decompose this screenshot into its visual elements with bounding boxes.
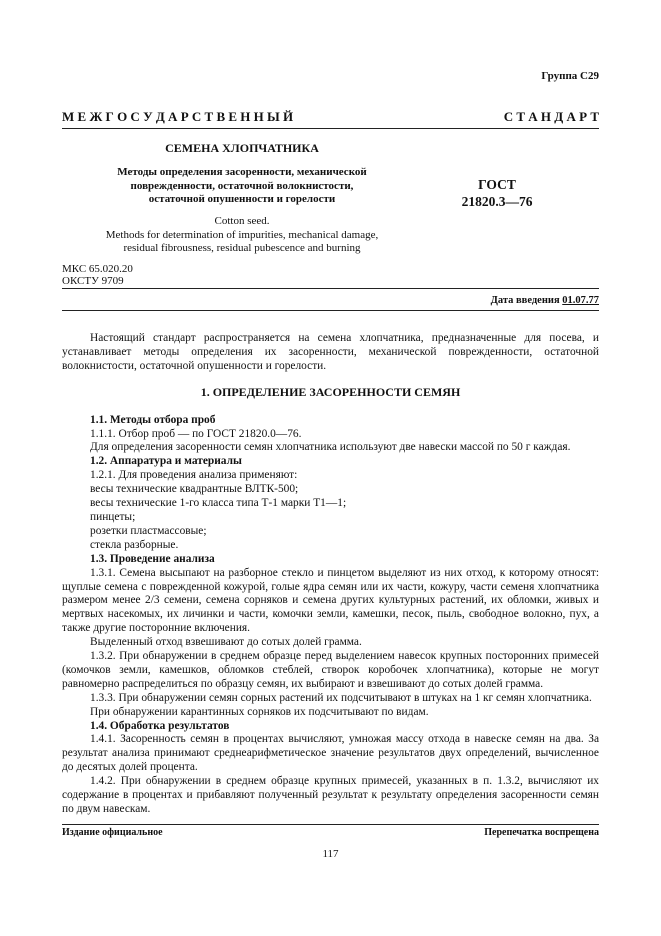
footer xyxy=(62,826,599,840)
gost-designation xyxy=(442,176,552,210)
title-russian xyxy=(72,166,412,207)
subsection-heading: 1.4. Обработка результатов xyxy=(90,719,230,732)
intro-paragraph: Настоящий стандарт распространяется на семена хлопчатника, предназначенные для посева, и устанавливает методы определения их засоренности, механической поврежденности, остаточной волокнистости, остаточной опушенности и горелости. xyxy=(62,332,599,372)
introduction-date xyxy=(491,294,599,308)
page-number: 117 xyxy=(322,848,339,860)
gost-label: ГОСТ xyxy=(478,177,516,192)
paragraph: 1.4.2. При обнаружении в среднем образце крупных примесей, указанных в п. 1.3.2, вычисляют их содержание в процентах и прибавляют полученный результат к результату определения засоренности семян по двум навескам. xyxy=(62,775,599,815)
footer-rule xyxy=(62,824,599,825)
title-english xyxy=(72,215,412,256)
reprint-prohibited-label: Перепечатка воспрещена xyxy=(484,827,599,838)
title-ru-line: остаточной опушенности и горелости xyxy=(148,193,336,205)
title-en-line: residual fibrousness, residual pubescence and burning xyxy=(123,242,361,254)
classification-codes xyxy=(62,263,133,287)
standard-banner xyxy=(62,109,599,125)
equipment-item: весы технические квадрантные ВЛТК-500; xyxy=(90,483,299,496)
banner-rule xyxy=(62,128,599,129)
document-body xyxy=(62,332,599,817)
title-en-line: Methods for determination of impurities, mechanical damage, xyxy=(105,228,379,241)
document-title: СЕМЕНА ХЛОПЧАТНИКА xyxy=(165,141,319,155)
date-rule xyxy=(62,310,599,311)
group-label: Группа С29 xyxy=(541,70,599,82)
okstu-code: ОКСТУ 9709 xyxy=(62,275,124,287)
title-en-line: Cotton seed. xyxy=(214,215,270,227)
date-value: 01.07.77 xyxy=(562,295,599,306)
paragraph: 1.1.1. Отбор проб — по ГОСТ 21820.0—76. xyxy=(90,427,302,440)
paragraph: 1.3.1. Семена высыпают на разборное стекло и пинцетом выделяют из них отход, к которому относят: щуплые семена с поврежденной кожурой, голые ядра семян или их части, кожуру, части семеня хлопчатника размером менее 2/3 семени, семена сорняков и семена других культурных растений, их обломки, живых и мертвых насекомых, их личинки и части, комочки земли, камешки, песок, пыль, свободное волокно, пух, а также другие посторонние включения. xyxy=(62,566,599,635)
date-label: Дата введения xyxy=(490,295,560,306)
paragraph: Для определения засоренности семян хлопчатника используют две навески массой по 50 г каждая. xyxy=(90,441,571,454)
banner-word-interstate: М Е Ж Г О С У Д А Р С Т В Е Н Н Ы Й xyxy=(62,109,294,124)
equipment-item: розетки пластмассовые; xyxy=(90,524,207,537)
paragraph: 1.3.3. При обнаружении семян сорных растений их подсчитывают в штуках на 1 кг семян хлопчатника. xyxy=(90,691,592,704)
title-ru-line: поврежденности, остаточной волокнистости, xyxy=(130,179,354,192)
title-ru-line: Методы определения засоренности, механической xyxy=(117,166,367,178)
equipment-item: весы технические 1-го класса типа Т-1 марки Т1—1; xyxy=(90,497,347,510)
equipment-item: стекла разборные. xyxy=(90,538,179,551)
paragraph: Выделенный отход взвешивают до сотых долей грамма. xyxy=(90,636,362,649)
document-page xyxy=(62,0,599,936)
subsection-heading: 1.3. Проведение анализа xyxy=(90,552,215,565)
official-edition-label: Издание официальное xyxy=(62,827,163,838)
banner-word-standard: С Т А Н Д А Р Т xyxy=(503,109,599,124)
paragraph: При обнаружении карантинных сорняков их подсчитывают по видам. xyxy=(90,705,429,718)
equipment-item: пинцеты; xyxy=(90,510,136,523)
mks-code: МКС 65.020.20 xyxy=(62,263,133,275)
paragraph: 1.4.1. Засоренность семян в процентах вычисляют, умножая массу отхода в навеске семян на два. За результат анализа принимают среднеарифметическое значение результатов двух определений, вычисленное до десятых долей процента. xyxy=(62,733,599,774)
subsection-heading: 1.1. Методы отбора проб xyxy=(90,413,216,426)
gost-number: 21820.3—76 xyxy=(461,194,533,209)
header-rule xyxy=(62,288,599,289)
paragraph: 1.3.2. При обнаружении в среднем образце перед выделением навесок крупных посторонних примесей (комочков земли, камешков, обломков стеблей, створок коробочек хлопчатника), которые не могут равномерно распределиться по образцу семян, их выбирают и взвешивают до сотых долей грамма. xyxy=(62,650,599,690)
subsection-heading: 1.2. Аппаратура и материалы xyxy=(90,455,242,468)
paragraph: 1.2.1. Для проведения анализа применяют: xyxy=(90,469,298,482)
section-heading: 1. ОПРЕДЕЛЕНИЕ ЗАСОРЕННОСТИ СЕМЯН xyxy=(200,384,461,399)
